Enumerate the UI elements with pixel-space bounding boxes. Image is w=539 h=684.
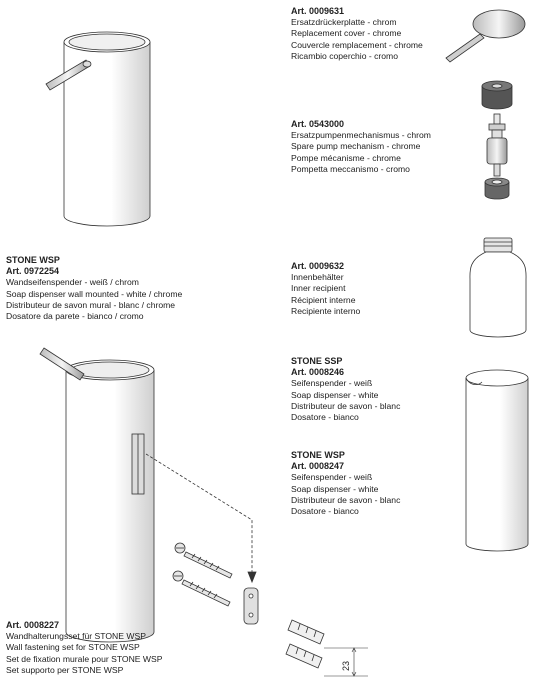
wall-dispenser-drawing (40, 348, 154, 642)
part-label-replacement-cover (291, 6, 423, 62)
dimension-label: 23 (341, 660, 351, 671)
desc-de: Ersatzdrückerplatte - chrom (291, 17, 397, 28)
desc-fr: Distributeur de savon - blanc (291, 400, 401, 411)
desc-en: Soap dispenser wall mounted - white / chrome (6, 288, 183, 299)
desc-de: Innenbehälter (291, 272, 344, 283)
desc-it: Ricambio coperchio - cromo (291, 50, 398, 61)
desc-en: Soap dispenser - white (291, 389, 379, 400)
replacement-cover-drawing (446, 10, 525, 62)
inner-recipient-drawing (470, 238, 526, 337)
wall-bracket-drawing (244, 588, 258, 624)
desc-it: Pompetta meccanismo - cromo (291, 163, 410, 174)
desc-it: Dosatore - bianco (291, 412, 359, 423)
product-title: STONE WSP (6, 255, 60, 265)
product-title: STONE WSP (291, 450, 345, 460)
article-number: Art. 0008246 (291, 367, 345, 378)
desc-de: Ersatzpumpenmechanismus - chrom (291, 130, 431, 141)
desc-fr: Récipient interne (291, 294, 356, 305)
article-number: Art. 0008227 (6, 620, 60, 630)
article-number: Art. 0972254 (6, 266, 60, 277)
desc-fr: Set de fixation murale pour STONE WSP (6, 653, 163, 664)
article-number: Art. 0543000 (291, 119, 345, 129)
spare-pump-mechanism-drawing (482, 81, 512, 199)
soap-dispenser-open-drawing (466, 370, 528, 551)
desc-it: Dosatore - bianco (291, 506, 359, 517)
article-number: Art. 0009631 (291, 6, 345, 16)
part-label-stone-wsp-0972254 (6, 255, 182, 322)
part-label-stone-wsp-0008247 (291, 450, 400, 517)
desc-it: Set supporto per STONE WSP (6, 664, 124, 675)
desc-en: Wall fastening set for STONE WSP (6, 642, 140, 653)
desc-de: Wandhalterungsset für STONE WSP (6, 631, 146, 642)
part-label-spare-pump (291, 119, 431, 175)
part-label-stone-ssp (291, 356, 400, 423)
desc-en: Spare pump mechanism - chrome (291, 141, 421, 152)
desc-fr: Couvercle remplacement - chrome (291, 39, 423, 50)
desc-fr: Pompe mécanisme - chrome (291, 152, 401, 163)
article-number: Art. 0009632 (291, 261, 345, 271)
article-number: Art. 0008247 (291, 461, 345, 472)
desc-de: Seifenspender - weiß (291, 472, 373, 483)
dispenser-top-drawing (46, 32, 150, 226)
wall-plugs-drawing (286, 620, 324, 668)
part-label-inner-recipient (291, 261, 360, 317)
desc-fr: Distributeur de savon - blanc (291, 494, 401, 505)
desc-de: Seifenspender - weiß (291, 378, 373, 389)
desc-en: Replacement cover - chrome (291, 28, 402, 39)
desc-fr: Distributeur de savon mural - blanc / chrome (6, 299, 176, 310)
desc-it: Recipiente interno (291, 305, 361, 316)
desc-de: Wandseifenspender - weiß / chrom (6, 277, 139, 288)
desc-en: Soap dispenser - white (291, 483, 379, 494)
desc-en: Inner recipient (291, 283, 346, 294)
part-label-wall-fastening-set (6, 620, 163, 676)
desc-it: Dosatore da parete - bianco / cromo (6, 311, 144, 322)
product-title: STONE SSP (291, 356, 343, 366)
screws-drawing (173, 543, 232, 606)
